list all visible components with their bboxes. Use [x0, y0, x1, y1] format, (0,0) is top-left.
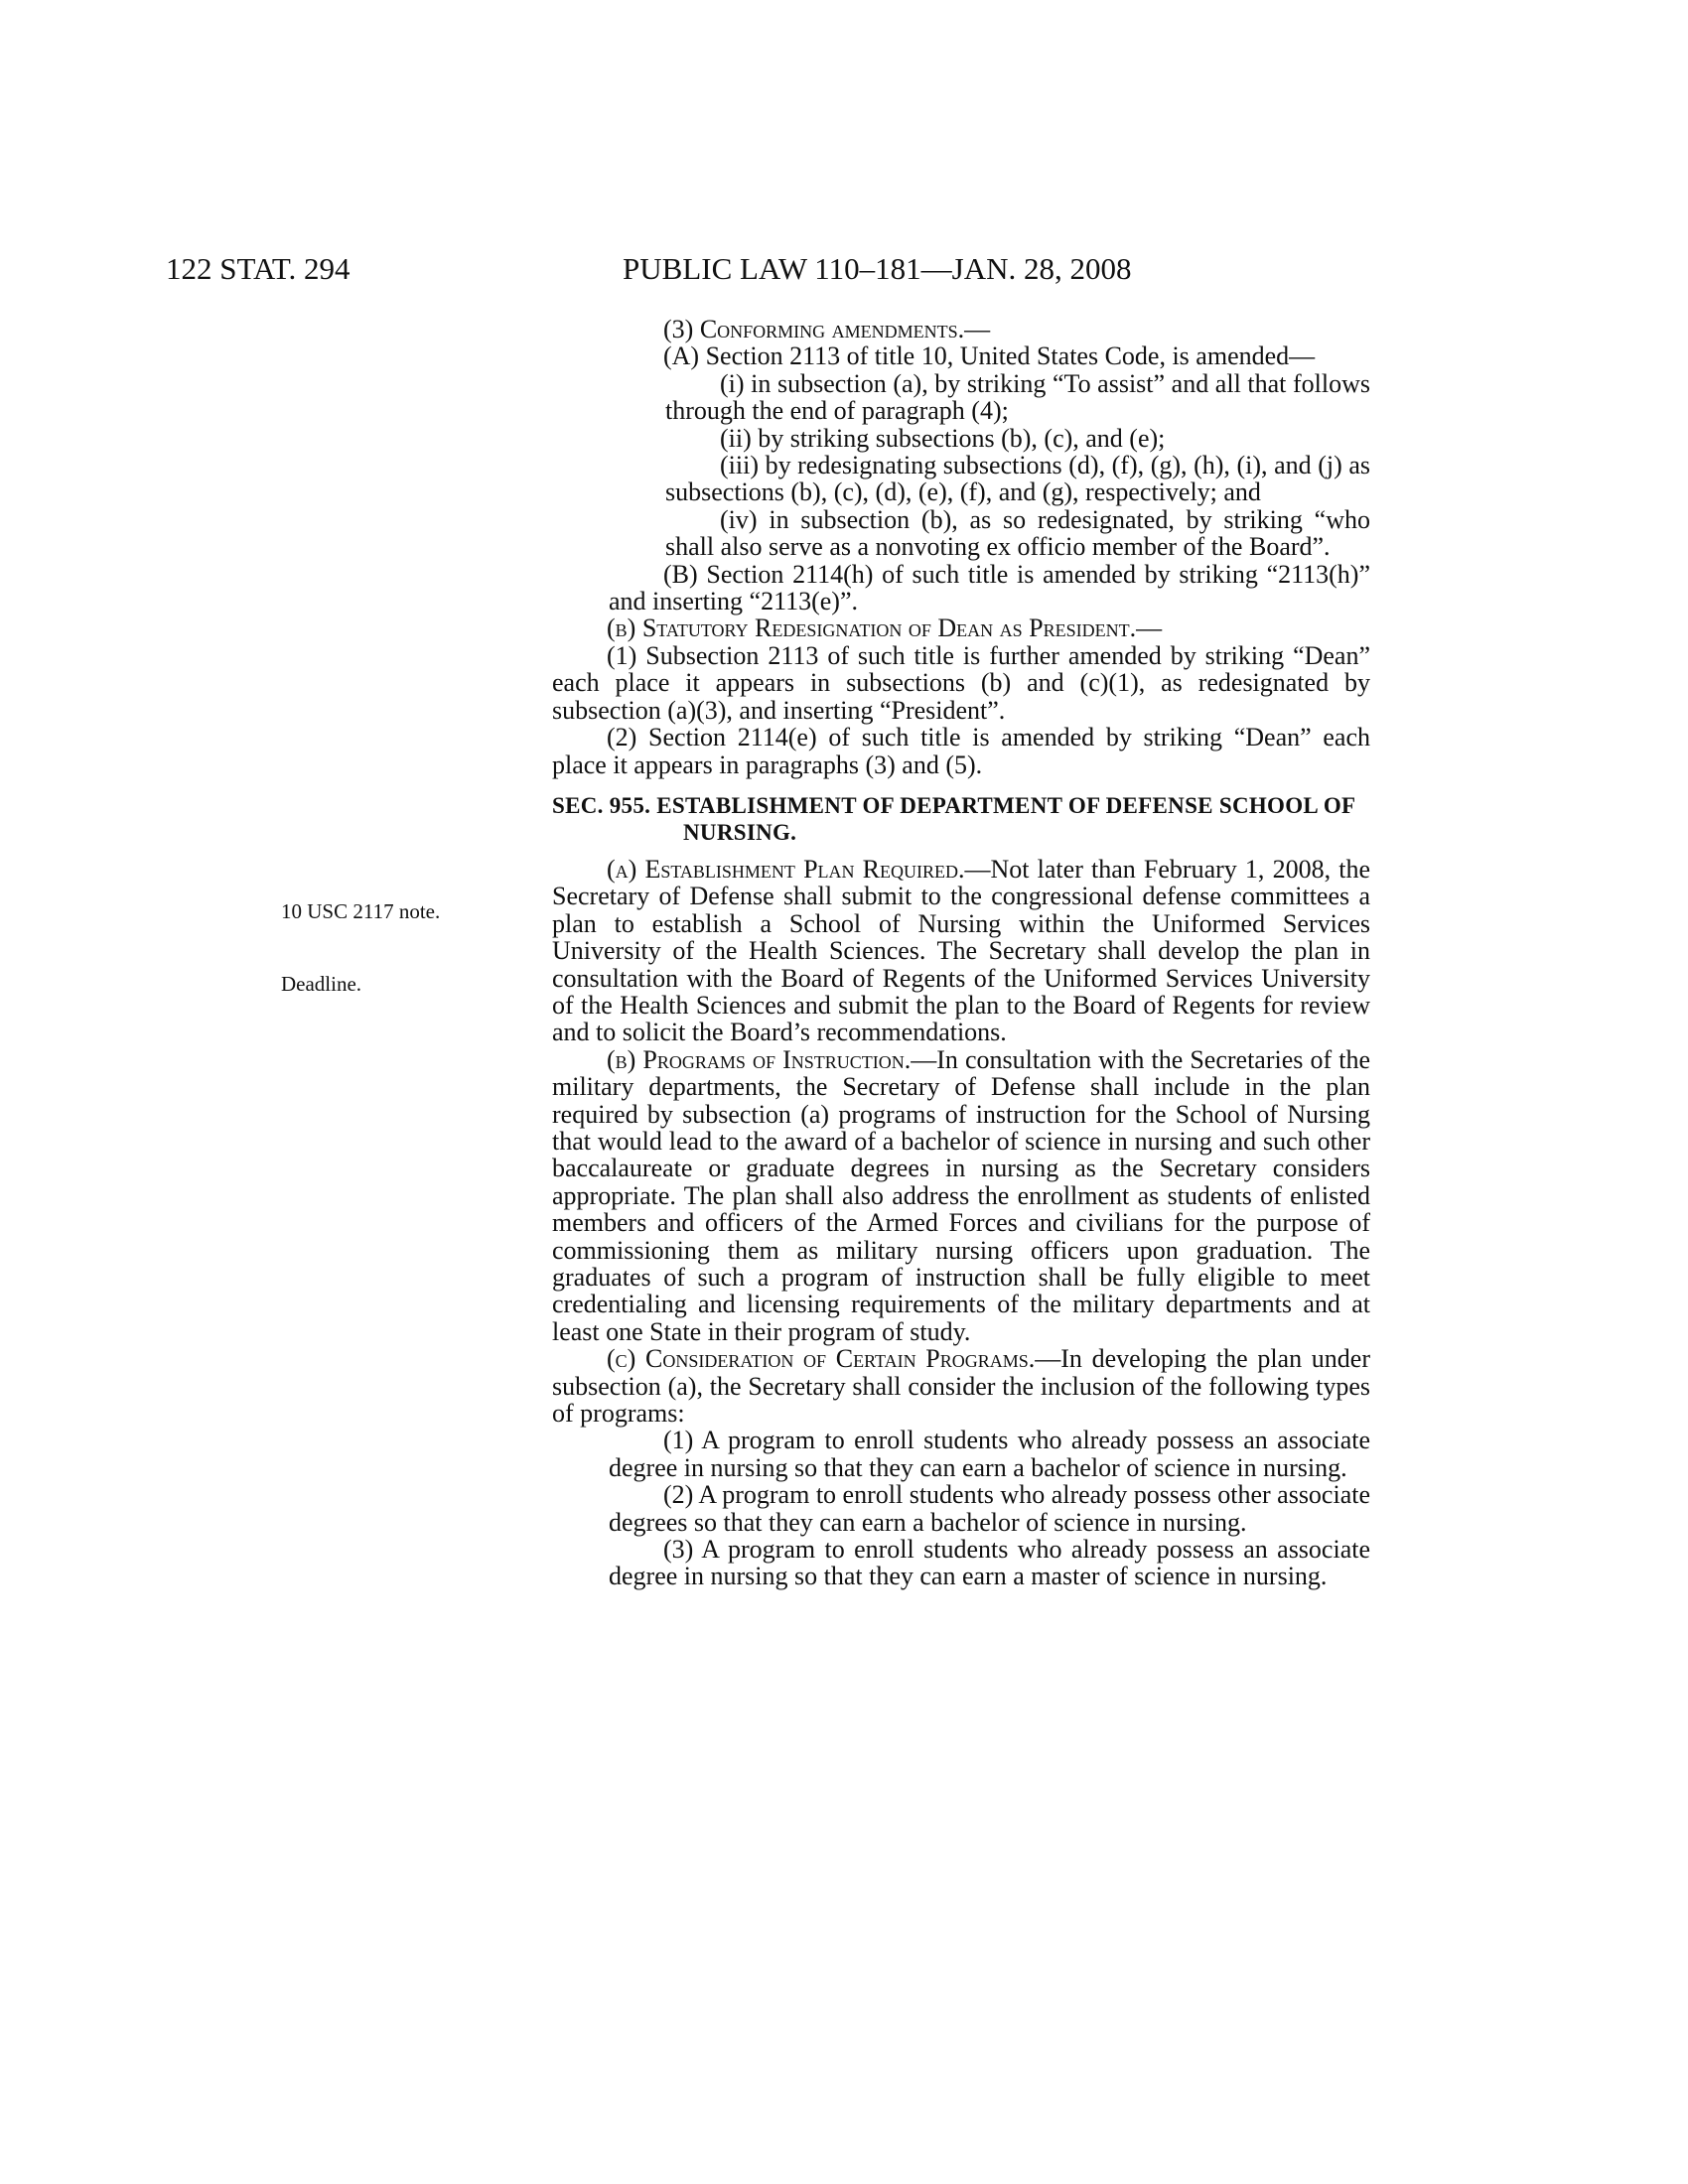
- margin-note-usc: 10 USC 2117 note.: [281, 899, 441, 923]
- programs-heading: (b) Programs of Instruction.: [607, 1044, 912, 1074]
- redesignation-paragraph-1: (1) Subsection 2113 of such title is further amended by striking “Dean” each place it appears in subsections (b) and (c)(1), as redesignated by subsection (a)(3), and inserting “President”.: [552, 640, 1370, 725]
- clause-i: (i) in subsection (a), by striking “To assist” and all that follows through the end of paragraph (4);: [665, 368, 1370, 426]
- establishment-plan-paragraph: [552, 856, 1370, 1046]
- consideration-text: —In developing the plan under subsection (a), the Secretary shall consider the inclusion of the following types of programs:: [552, 1344, 1370, 1429]
- redesignation-paragraph-2: (2) Section 2114(e) of such title is amended by striking “Dean” each place it appears in paragraphs (3) and (5).: [552, 723, 1370, 779]
- clause-iv: (iv) in subsection (b), as so redesignated, by striking “who shall also serve as a nonvoting ex officio member of the Board”.: [665, 504, 1370, 562]
- margin-note-deadline: Deadline.: [281, 972, 362, 996]
- section-955-heading: SEC. 955. ESTABLISHMENT OF DEPARTMENT OF DEFENSE SCHOOL OF NURSING.: [552, 792, 1355, 845]
- consideration-paragraph: [552, 1345, 1370, 1427]
- programs-text: —In consultation with the Secretaries of the military departments, the Secretary of Defense shall include in the plan required by subsection (a) programs of instruction for the School of Nursing that would lead to the award of a bachelor of science in nursing and such other baccalaureate or graduate degrees in nursing as the Secretary considers appropriate. The plan shall also address the enrollment as students of enlisted members and officers of the Armed Forces and civilians for the purpose of commissioning them as military nursing officers upon graduation. The graduates of such a program of instruction shall be fully eligible to meet credentialing and licensing requirements of the military departments and at least one State in their program of study.: [552, 1044, 1370, 1346]
- clause-ii: (ii) by striking subsections (b), (c), and (e);: [720, 423, 1166, 453]
- subparagraph-a: (A) Section 2113 of title 10, United States Code, is amended—: [663, 341, 1316, 371]
- statutory-redesignation-heading: (b) Statutory Redesignation of Dean as President.—: [607, 614, 1163, 643]
- program-item-3: (3) A program to enroll students who already possess an associate degree in nursing so that they can earn a master of science in nursing.: [609, 1535, 1370, 1591]
- program-item-2: (2) A program to enroll students who already possess other associate degrees so that they can earn a bachelor of science in nursing.: [609, 1480, 1370, 1537]
- program-item-1: (1) A program to enroll students who already possess an associate degree in nursing so that they can earn a bachelor of science in nursing.: [609, 1426, 1370, 1482]
- establishment-plan-text: —Not later than February 1, 2008, the Secretary of Defense shall submit to the congressional defense committees a plan to establish a School of Nursing within the Uniformed Services University of the Health Sciences. The Secretary shall develop the plan in consultation with the Board of Regents of the Uniformed Services University of the Health Sciences and submit the plan to the Board of Regents for review and to solicit the Board’s recommendations.: [552, 854, 1371, 1047]
- subparagraph-b: (B) Section 2114(h) of such title is amended by striking “2113(h)” and inserting “2113(e)”.: [609, 559, 1370, 616]
- conforming-amendments-heading: (3) Conforming amendments.—: [663, 315, 991, 343]
- establishment-plan-heading: (a) Establishment Plan Required.: [607, 854, 965, 884]
- public-law-header: PUBLIC LAW 110–181—JAN. 28, 2008: [623, 251, 1132, 286]
- programs-paragraph: [552, 1046, 1370, 1345]
- stat-page-number: 122 STAT. 294: [166, 251, 351, 286]
- consideration-heading: (c) Consideration of Certain Programs.: [607, 1344, 1036, 1374]
- document-body: [552, 316, 1370, 1590]
- clause-iii: (iii) by redesignating subsections (d), (f), (g), (h), (i), and (j) as subsections (b), (c), (d), (e), (f), and (g), respectively; and: [665, 451, 1370, 507]
